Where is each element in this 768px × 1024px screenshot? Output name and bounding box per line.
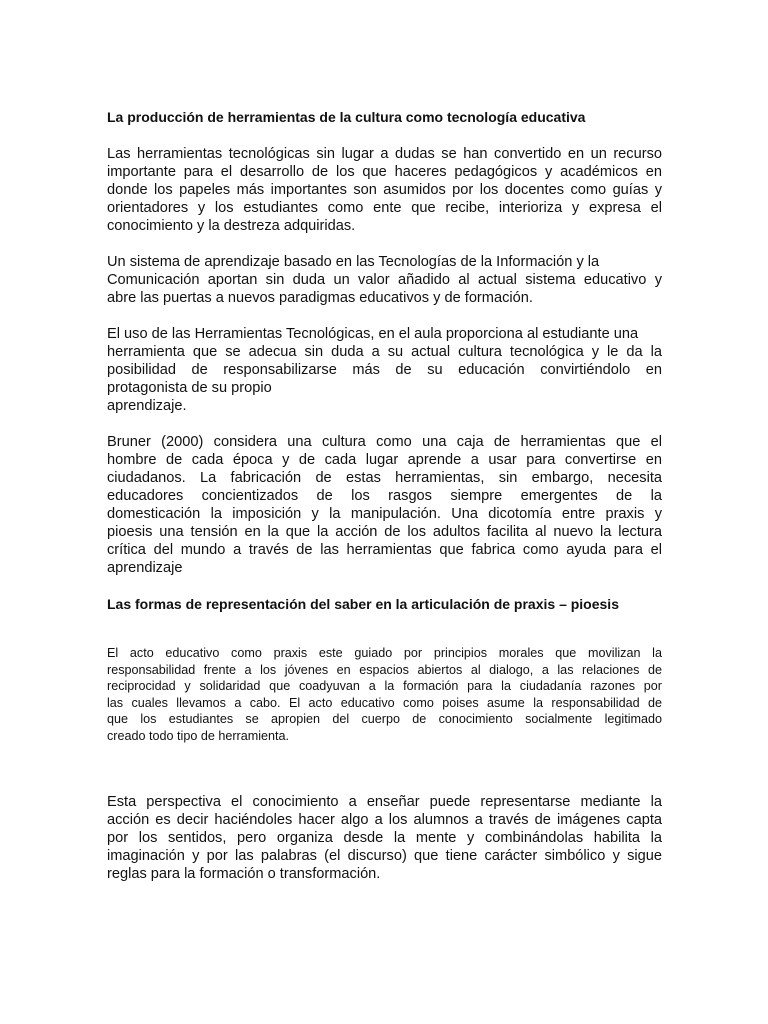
paragraph-line: imaginación y por las palabras (el discurso) que tiene carácter simbólico y sigue [107, 847, 662, 864]
paragraph-line: donde los papeles más importantes son asumidos por los docentes como guías y [107, 182, 662, 198]
paragraph-line: crítica del mundo a través de las herramientas que fabrica como ayuda para el [107, 542, 662, 558]
paragraph-line: pioesis una tensión en la que la acción de los adultos facilita al nuevo la lectura [107, 524, 662, 540]
paragraph-line: responsabilidad frente a los jóvenes en espacios abiertos al dialogo, a las relaciones de [107, 662, 662, 677]
paragraph-line: educadores concientizados de los rasgos siempre emergentes de la [107, 488, 662, 504]
paragraph-line: herramienta que se adecua sin duda a su actual cultura tecnológica y le da la [107, 344, 662, 360]
paragraph-line: orientadores y los estudiantes como ente que recibe, interioriza y expresa el [107, 200, 662, 216]
paragraph-line: hombre de cada época y de cada lugar aprende a usar para convertirse en [107, 452, 662, 468]
paragraph-line: Comunicación aportan sin duda un valor añadido al actual sistema educativo y [107, 272, 662, 288]
paragraph-6 [107, 793, 662, 883]
paragraph-line: reglas para la formación o transformación. [107, 865, 381, 882]
paragraph-line: Esta perspectiva el conocimiento a enseñar puede representarse mediante la [107, 793, 662, 810]
paragraph-line: Un sistema de aprendizaje basado en las Tecnologías de la Información y la [107, 254, 600, 270]
paragraph-line: las cuales llevamos a cabo. El acto educativo como poises asume la responsabilidad de [107, 695, 662, 710]
paragraph-3 [107, 325, 662, 415]
paragraph-line: posibilidad de responsabilizarse más de su educación convirtiéndolo en [107, 362, 662, 378]
paragraph-line: aprendizaje. [107, 398, 187, 414]
paragraph-line: reciprocidad y solidaridad que coadyuvan a la formación para la ciudadanía razones por [107, 679, 662, 694]
paragraph-4 [107, 433, 662, 577]
paragraph-line: El uso de las Herramientas Tecnológicas, en el aula proporciona al estudiante una [107, 326, 639, 342]
paragraph-line: Las herramientas tecnológicas sin lugar a dudas se han convertido en un recurso [107, 146, 662, 162]
paragraph-1 [107, 145, 662, 235]
section-heading-1: La producción de herramientas de la cultura como tecnología educativa [107, 109, 586, 125]
paragraph-line: El acto educativo como praxis este guiado por principios morales que movilizan la [107, 646, 662, 660]
paragraph-line: creado todo tipo de herramienta. [107, 728, 290, 743]
section-heading-2: Las formas de representación del saber en la articulación de praxis – pioesis [107, 596, 619, 612]
paragraph-line: protagonista de su propio [107, 380, 272, 396]
paragraph-line: que los estudiantes se apropien del cuerpo de conocimiento socialmente legitimado [107, 712, 662, 727]
paragraph-line: abre las puertas a nuevos paradigmas educativos y de formación. [107, 290, 533, 306]
paragraph-line: Bruner (2000) considera una cultura como una caja de herramientas que el [107, 434, 662, 450]
paragraph-line: aprendizaje [107, 560, 183, 576]
paragraph-line: por los sentidos, pero organiza desde la mente y combinándolas habilita la [107, 829, 662, 846]
paragraph-line: conocimiento y la destreza adquiridas. [107, 218, 356, 234]
paragraph-2 [107, 253, 662, 307]
paragraph-line: importante para el desarrollo de los que haceres pedagógicos y académicos en [107, 164, 662, 180]
paragraph-line: ciudadanos. La fabricación de estas herramientas, sin embargo, necesita [107, 470, 662, 486]
paragraph-5 [107, 645, 662, 745]
document-page [107, 108, 662, 883]
paragraph-line: acción es decir haciéndoles hacer algo a los alumnos a través de imágenes capta [107, 811, 662, 828]
paragraph-line: domesticación la imposición y la manipulación. Una dicotomía entre praxis y [107, 506, 662, 522]
